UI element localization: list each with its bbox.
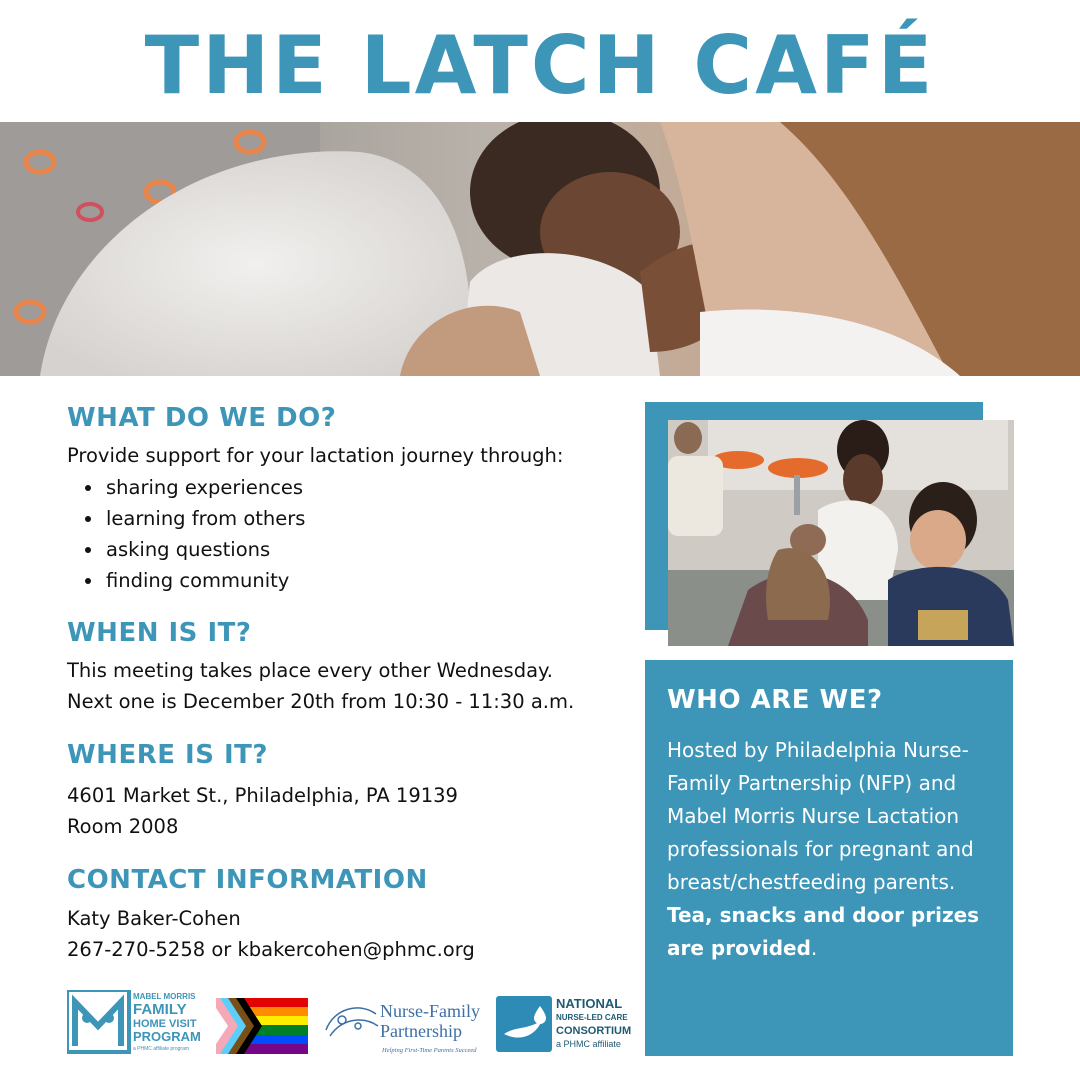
group-photo: [668, 420, 1014, 646]
contact-heading: CONTACT INFORMATION: [67, 865, 428, 895]
nfp-tagline: Helping First-Time Parents Succeed: [382, 1047, 477, 1054]
nurse-family-partnership-logo: [320, 990, 484, 1056]
what-bullets: [86, 472, 305, 596]
who-heading: WHO ARE WE?: [667, 685, 883, 715]
where-line1: 4601 Market St., Philadelphia, PA 19139: [67, 784, 458, 807]
contact-name: Katy Baker-Cohen: [67, 907, 241, 930]
nnc-line3: CONSORTIUM: [556, 1025, 632, 1037]
bullet-item: • finding community: [104, 565, 305, 596]
nurse-led-care-consortium-logo: [496, 990, 636, 1056]
what-intro: Provide support for your lactation journey through:: [67, 444, 564, 467]
mabel-morris-logo: [67, 990, 202, 1056]
mm-line1: MABEL MORRIS: [133, 992, 196, 1001]
who-body: [667, 734, 997, 965]
nnc-line4: a PHMC affiliate: [556, 1039, 621, 1049]
bullet-item: • asking questions: [104, 534, 305, 565]
progress-pride-flag: [216, 998, 308, 1054]
nfp-line2: Partnership: [380, 1021, 462, 1041]
when-line2: Next one is December 20th from 10:30 - 11:30 a.m.: [67, 690, 575, 713]
who-are-we-box: [645, 660, 1013, 1056]
when-heading: WHEN IS IT?: [67, 618, 252, 648]
when-line1: This meeting takes place every other Wednesday.: [67, 659, 553, 682]
mm-line3: HOME VISIT: [133, 1018, 197, 1030]
mm-line4: PROGRAM: [133, 1029, 201, 1044]
nnc-line1: NATIONAL: [556, 996, 623, 1011]
mm-line2: FAMILY: [133, 1001, 187, 1018]
hero-photo: [0, 122, 1080, 376]
where-heading: WHERE IS IT?: [67, 740, 268, 770]
nfp-line1: Nurse-Family: [380, 1001, 480, 1021]
page-title: THE LATCH CAFÉ: [144, 19, 936, 112]
who-body-tail: .: [810, 936, 818, 960]
nnc-line2: NURSE-LED CARE: [556, 1013, 628, 1022]
who-body-text: Hosted by Philadelphia Nurse-Family Partnership (NFP) and Mabel Morris Nurse Lactation professionals for pregnant and breast/chestfeeding parents.: [667, 738, 974, 894]
contact-details: 267-270-5258 or kbakercohen@phmc.org: [67, 938, 475, 961]
bullet-item: • sharing experiences: [104, 472, 305, 503]
mm-line5: a PHMC affiliate program: [133, 1046, 190, 1052]
where-line2: Room 2008: [67, 815, 179, 838]
bullet-item: • learning from others: [104, 503, 305, 534]
what-heading: WHAT DO WE DO?: [67, 403, 337, 433]
who-body-bold: Tea, snacks and door prizes are provided: [667, 903, 980, 960]
